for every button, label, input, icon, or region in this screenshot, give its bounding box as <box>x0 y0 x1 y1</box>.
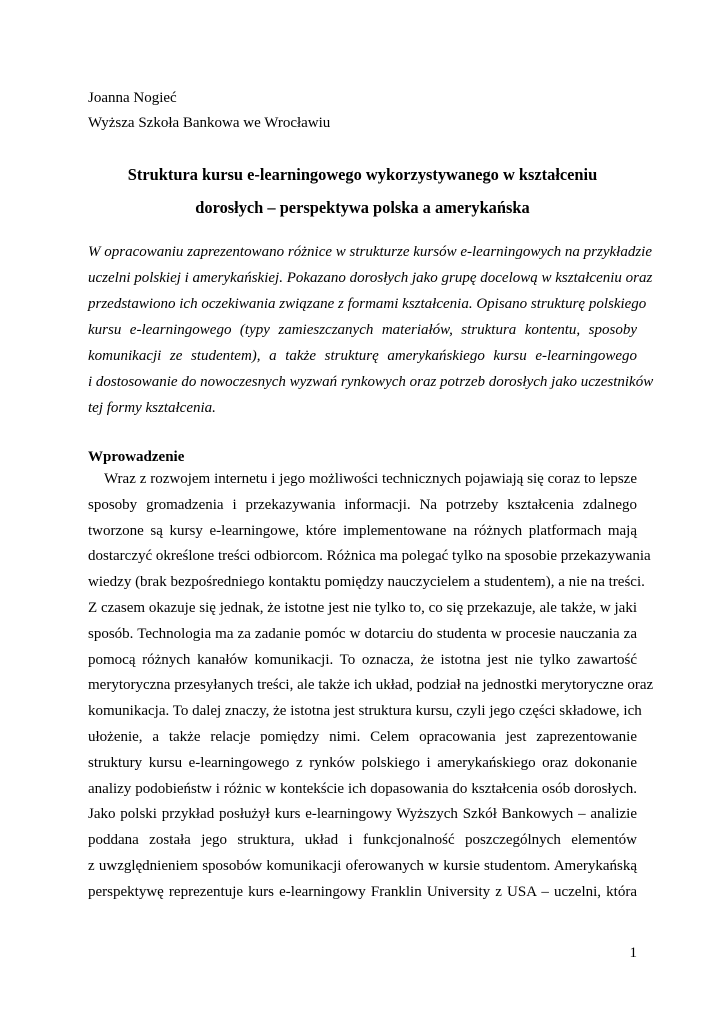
author-block <box>88 86 330 136</box>
abstract-line: przedstawiono ich oczekiwania związane z formami kształcenia. Opisano strukturę polskiego <box>88 296 647 312</box>
paper-title <box>88 158 637 224</box>
abstract-line: kursu e-learningowego (typy zamieszczanych materiałów, struktura kontentu, sposoby <box>88 322 637 338</box>
abstract <box>88 239 654 421</box>
body-line: sposób. Technologia ma za zadanie pomóc w dotarciu do studenta w procesie nauczania za <box>88 625 637 642</box>
section-heading: Wprowadzenie <box>88 449 185 465</box>
body-line: sposoby gromadzenia i przekazywania informacji. Na potrzeby kształcenia zdalnego <box>88 496 637 513</box>
body-line: pomocą różnych kanałów komunikacji. To oznacza, że istotna jest nie tylko zawartość <box>88 651 637 668</box>
abstract-line: uczelni polskiej i amerykańskiej. Pokazano dorosłych jako grupę docelową w kształceniu oraz <box>88 270 653 286</box>
body-line: Jako polski przykład posłużył kurs e-learningowy Wyższych Szkół Bankowych – analizie <box>88 806 637 823</box>
body-line: perspektywę reprezentuje kurs e-learningowy Franklin University z USA – uczelni, która <box>88 883 637 900</box>
body-line: merytoryczna przesyłanych treści, ale także ich układ, podział na jednostki merytoryczne oraz <box>88 677 654 694</box>
body-line: komunikacja. To dalej znaczy, że istotna jest struktura kursu, czyli jego części składowe, ich <box>88 703 642 720</box>
abstract-line: tej formy kształcenia. <box>88 400 216 416</box>
title-line: Struktura kursu e-learningowego wykorzystywanego w kształceniu <box>127 165 598 184</box>
body-line: wiedzy (brak bezpośredniego kontaktu pomiędzy nauczycielem a studentem), a nie na treści. <box>88 574 645 591</box>
body-line: Z czasem okazuje się jednak, że istotne jest nie tylko to, co się przekazuje, ale także, w jaki <box>88 599 637 616</box>
body-line: Wraz z rozwojem internetu i jego możliwości technicznych pojawiają się coraz to lepsze <box>104 471 637 487</box>
author-name: Joanna Nogieć <box>88 90 177 106</box>
body-line: z uwzględnieniem sposobów komunikacji oferowanych w kursie studentom. Amerykańską <box>88 857 637 874</box>
author-affiliation: Wyższa Szkoła Bankowa we Wrocławiu <box>88 115 331 131</box>
body-line: analizy podobieństw i różnic w kontekście ich dopasowania do kształcenia osób dorosłych. <box>88 780 637 797</box>
page-number: 1 <box>629 945 637 961</box>
section-body <box>88 467 654 906</box>
body-line: tworzone są kursy e-learningowe, które implementowane na różnych platformach mają <box>88 522 637 539</box>
body-line: dostarczyć określone treści odbiorcom. Różnica ma polegać tylko na sposobie przekazywania <box>88 548 651 565</box>
body-line: struktury kursu e-learningowego z rynków polskiego i amerykańskiego oraz dokonanie <box>88 754 637 771</box>
abstract-line: komunikacji ze studentem), a także strukturę amerykańskiego kursu e-learningowego <box>88 348 637 364</box>
abstract-line: i dostosowanie do nowoczesnych wyzwań rynkowych oraz potrzeb dorosłych jako uczestników <box>88 374 654 390</box>
abstract-line: W opracowaniu zaprezentowano różnice w strukturze kursów e-learningowych na przykładzie <box>88 244 652 260</box>
body-line: ułożenie, a także relacje pomiędzy nimi. Celem opracowania jest zaprezentowanie <box>88 728 637 745</box>
title-line: dorosłych – perspektywa polska a amerykańska <box>195 198 530 217</box>
body-line: poddana została jego struktura, układ i funkcjonalność poszczególnych elementów <box>88 832 637 849</box>
